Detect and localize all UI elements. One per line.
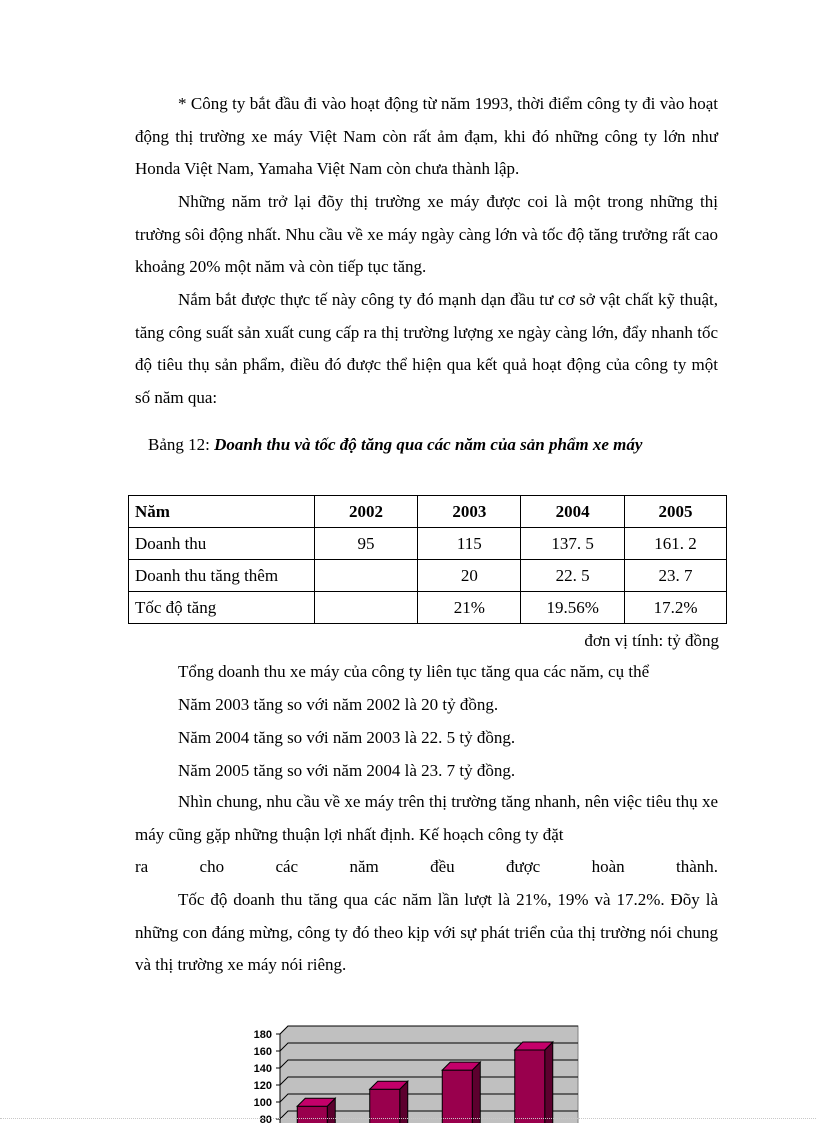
- paragraph-plan-completed: ra cho các năm đều được hoàn thành.: [135, 857, 718, 876]
- table-header-cell: Năm: [129, 496, 315, 528]
- summary-line-2003: Năm 2003 tăng so với năm 2002 là 20 tỷ đồng.: [178, 695, 499, 714]
- table-header-cell: 2002: [314, 496, 418, 528]
- paragraph-market-overview: Những năm trở lại đõy thị trường xe máy được coi là một trong những thị trường sôi động nhất. Nhu cầu về xe máy ngày càng lớn và tốc độ tăng trưởng rất cao khoảng 20% một năm và còn tiếp tục tăng.: [135, 192, 718, 276]
- table-cell: 22. 5: [521, 560, 625, 592]
- chart-bar: [442, 1070, 472, 1123]
- table-cell: 19.56%: [521, 592, 625, 624]
- table-caption: [148, 431, 642, 459]
- table-cell: 21%: [418, 592, 521, 624]
- paragraph-company-history: * Công ty bắt đầu đi vào hoạt động từ năm 1993, thời điểm công ty đi vào hoạt động thị trường xe máy Việt Nam còn rất ảm đạm, khi đó những công ty lớn như Honda Việt Nam, Yamaha Việt Nam còn chưa thành lập.: [135, 94, 718, 178]
- summary-intro: Tổng doanh thu xe máy của công ty liên tục tăng qua các năm, cụ thể: [178, 662, 650, 681]
- table-cell: 23. 7: [625, 560, 727, 592]
- revenue-bar-chart: [240, 1010, 585, 1123]
- table-cell: 17.2%: [625, 592, 727, 624]
- table-cell: Tốc độ tăng: [129, 592, 315, 624]
- paragraph-growth-rate: Tốc độ doanh thu tăng qua các năm lần lượt là 21%, 19% và 17.2%. Đõy là những con đáng mừng, công ty đó theo kịp với sự phát triển của thị trường nói chung và thị trường xe máy nói riêng.: [135, 890, 718, 974]
- chart-bar-side: [545, 1042, 553, 1123]
- summary-line-2004: Năm 2004 tăng so với năm 2003 là 22. 5 tỷ đồng.: [178, 728, 516, 747]
- table-cell: [314, 560, 418, 592]
- table-caption-title: Doanh thu và tốc độ tăng qua các năm của sản phẩm xe máy: [214, 435, 643, 454]
- table-cell: 115: [418, 528, 521, 560]
- chart-bar: [297, 1106, 327, 1123]
- table-cell: 137. 5: [521, 528, 625, 560]
- paragraph-investment: Nắm bắt được thực tế này công ty đó mạnh dạn đầu tư cơ sở vật chất kỹ thuật, tăng công suất sản xuất cung cấp ra thị trường lượng xe ngày càng lớn, đẩy nhanh tốc độ tiêu thụ sản phẩm, điều đó được thể hiện qua kết quả hoạt động của công ty một số năm qua:: [135, 290, 718, 407]
- chart-y-tick-label: 140: [253, 1063, 272, 1075]
- table-cell: Doanh thu: [129, 528, 315, 560]
- table-cell: 95: [314, 528, 418, 560]
- table-cell: [314, 592, 418, 624]
- chart-bar: [515, 1050, 545, 1123]
- summary-line-2005: Năm 2005 tăng so với năm 2004 là 23. 7 tỷ đồng.: [178, 761, 516, 780]
- chart-y-tick-label: 80: [259, 1114, 272, 1123]
- table-header-cell: 2005: [625, 496, 727, 528]
- chart-y-tick-label: 180: [253, 1029, 272, 1041]
- table-row: [129, 528, 727, 560]
- revenue-table: [128, 495, 727, 624]
- table-row: [129, 592, 727, 624]
- chart-bar-side: [472, 1062, 480, 1123]
- table-header-cell: 2004: [521, 496, 625, 528]
- table-header-cell: 2003: [418, 496, 521, 528]
- table-row: [129, 560, 727, 592]
- chart-y-tick-label: 120: [253, 1080, 272, 1092]
- table-header-row: [129, 496, 727, 528]
- page-bottom-divider: [0, 1118, 816, 1119]
- unit-note: đơn vị tính: tỷ đồng: [584, 631, 719, 650]
- table-cell: Doanh thu tăng thêm: [129, 560, 315, 592]
- chart-y-tick-label: 100: [253, 1097, 272, 1109]
- paragraph-demand: Nhìn chung, nhu cầu về xe máy trên thị trường tăng nhanh, nên việc tiêu thụ xe máy cũng gặp những thuận lợi nhất định. Kế hoạch công ty đặt: [135, 792, 718, 844]
- table-cell: 161. 2: [625, 528, 727, 560]
- table-cell: 20: [418, 560, 521, 592]
- table-caption-label: Bảng 12:: [148, 435, 215, 454]
- chart-y-tick-label: 160: [253, 1046, 272, 1058]
